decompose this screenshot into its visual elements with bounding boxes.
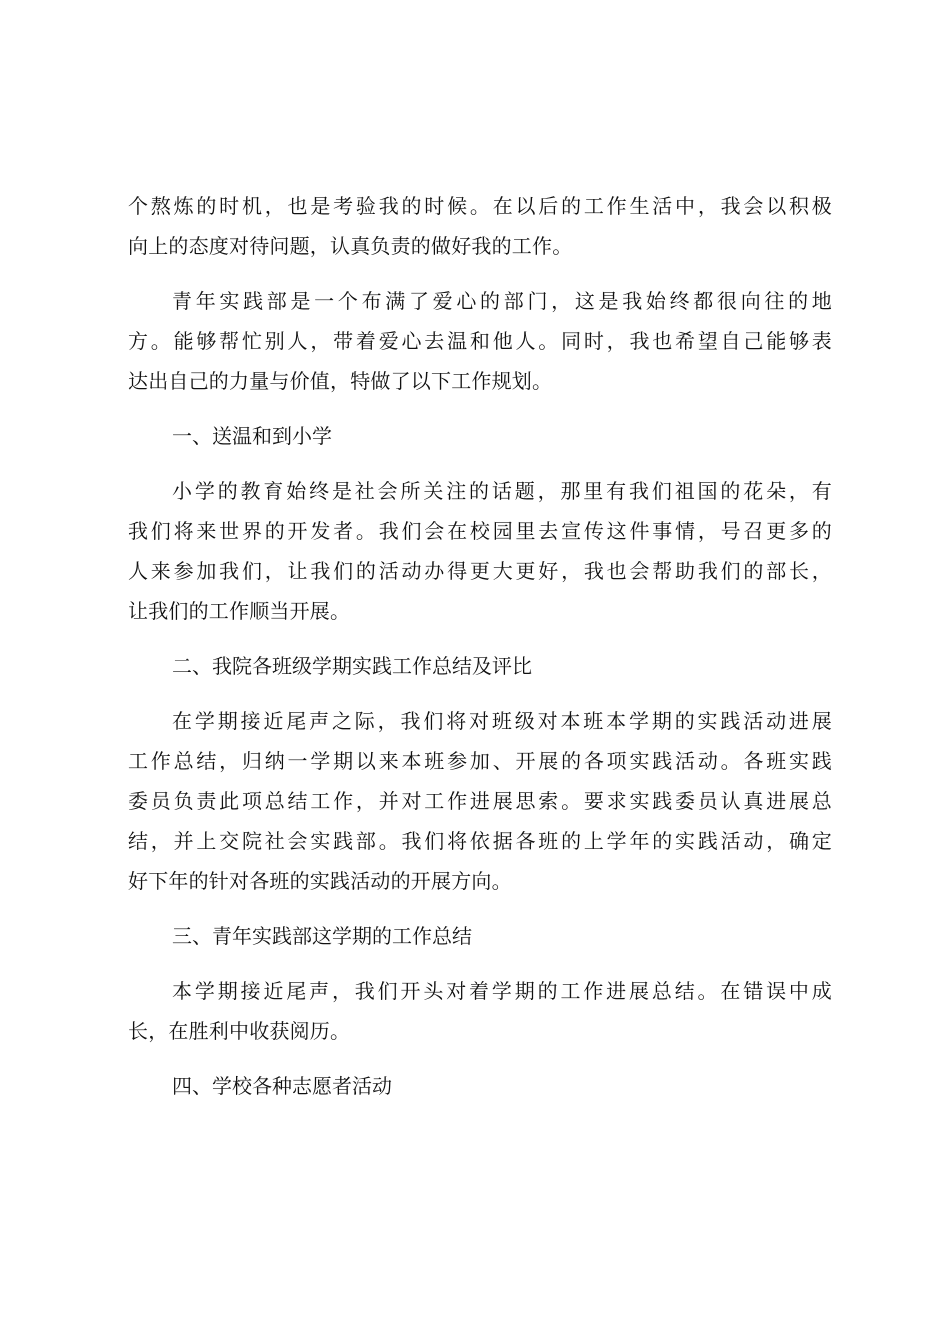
section-heading-2: 二、我院各班级学期实践工作总结及评比 <box>172 654 532 678</box>
text-line: 工作总结，归纳一学期以来本班参加、开展的各项实践活动。各班实践 <box>128 749 832 773</box>
text-line: 个熬炼的时机，也是考验我的时候。在以后的工作生活中，我会以积极 <box>128 194 832 218</box>
document-page <box>128 186 832 1121</box>
paragraph-4 <box>128 701 832 901</box>
paragraph-2 <box>128 281 832 401</box>
paragraph-1 <box>128 186 832 266</box>
text-line: 达出自己的力量与价值，特做了以下工作规划。 <box>128 369 553 393</box>
text-line: 我们将来世界的开发者。我们会在校园里去宣传这件事情，号召更多的 <box>128 519 832 543</box>
text-line: 本学期接近尾声，我们开头对着学期的工作进展总结。在错误中成 <box>172 979 832 1003</box>
text-line: 结，并上交院社会实践部。我们将依据各班的上学年的实践活动，确定 <box>128 829 832 853</box>
text-line: 长，在胜利中收获阅历。 <box>128 1019 351 1043</box>
text-line: 人来参加我们，让我们的活动办得更大更好，我也会帮助我们的部长， <box>128 559 832 583</box>
section-heading-4: 四、学校各种志愿者活动 <box>172 1074 392 1098</box>
text-line: 委员负责此项总结工作，并对工作进展思索。要求实践委员认真进展总 <box>128 789 832 813</box>
text-line: 好下年的针对各班的实践活动的开展方向。 <box>128 869 512 893</box>
text-line: 向上的态度对待问题，认真负责的做好我的工作。 <box>128 234 573 258</box>
section-heading-1: 一、送温和到小学 <box>172 424 332 448</box>
text-line: 小学的教育始终是社会所关注的话题，那里有我们祖国的花朵，有 <box>172 479 832 503</box>
text-line: 让我们的工作顺当开展。 <box>128 599 351 623</box>
text-line: 在学期接近尾声之际，我们将对班级对本班本学期的实践活动进展 <box>172 709 832 733</box>
section-heading-3: 三、青年实践部这学期的工作总结 <box>172 924 472 948</box>
paragraph-5 <box>128 971 832 1051</box>
text-line: 青年实践部是一个布满了爱心的部门，这是我始终都很向往的地 <box>172 289 832 313</box>
text-line: 方。能够帮忙别人，带着爱心去温和他人。同时，我也希望自己能够表 <box>128 329 832 353</box>
paragraph-3 <box>128 471 832 631</box>
